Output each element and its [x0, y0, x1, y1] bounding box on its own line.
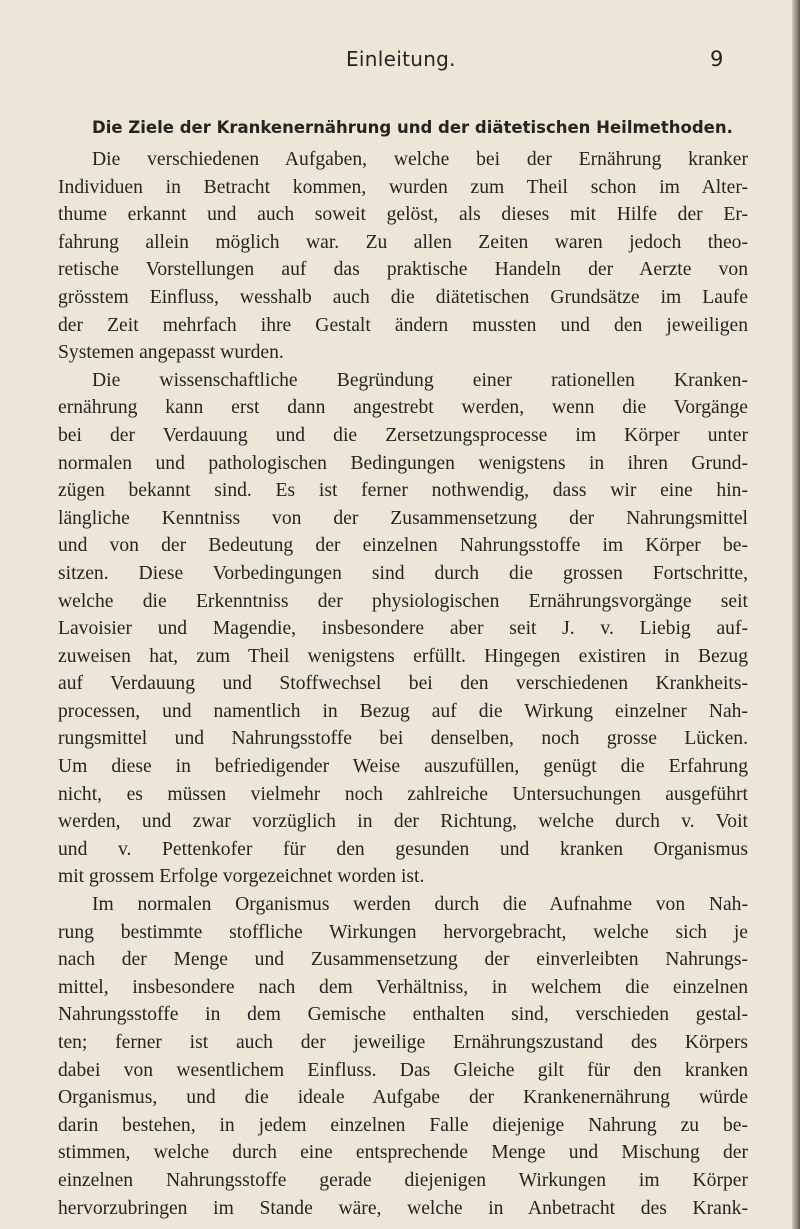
text-line: Im normalen Organismus werden durch die Aufnahme von Nah- — [92, 894, 748, 916]
text-line: ten; ferner ist auch der jeweilige Ernährungszustand des Körpers — [58, 1032, 748, 1053]
text-line: stimmen, welche durch eine entsprechende Menge und Mischung der — [58, 1142, 748, 1164]
text-line: Systemen angepasst wurden. — [58, 342, 284, 364]
text-line: fahrung allein möglich war. Zu allen Zeiten waren jedoch theo- — [58, 231, 748, 253]
text-line: nach der Menge und Zusammensetzung der einverleibten Nahrungs- — [58, 949, 748, 971]
text-line: Nahrungsstoffe in dem Gemische enthalten sind, verschieden gestal- — [58, 1004, 748, 1026]
text-line: längliche Kenntniss von der Zusammensetzung der Nahrungsmittel — [58, 507, 748, 529]
text-line: darin bestehen, in jedem einzelnen Falle diejenige Nahrung zu be- — [58, 1114, 748, 1136]
page-edge-shadow — [792, 0, 800, 1229]
text-line: auf Verdauung und Stoffwechsel bei den verschiedenen Krankheits- — [58, 673, 748, 695]
text-line: werden, und zwar vorzüglich in der Richtung, welche durch v. Voit — [58, 811, 748, 833]
text-line: Organismus, und die ideale Aufgabe der Krankenernährung würde — [58, 1087, 748, 1109]
text-line: Die verschiedenen Aufgaben, welche bei der Ernährung kranker — [92, 149, 748, 170]
text-line: welche die Erkenntniss der physiologischen Ernährungsvorgänge seit — [58, 590, 748, 612]
text-line: zuweisen hat, zum Theil wenigstens erfüllt. Hingegen existiren in Bezug — [58, 645, 748, 667]
text-line: thume erkannt und auch soweit gelöst, als dieses mit Hilfe der Er- — [58, 204, 748, 226]
text-line: und von der Bedeutung der einzelnen Nahrungsstoffe im Körper be- — [58, 535, 748, 557]
page-header — [0, 47, 800, 77]
text-line: mittel, insbesondere nach dem Verhältniss, in welchem die einzelnen — [58, 976, 748, 998]
text-line: grösstem Einfluss, wesshalb auch die diätetischen Grundsätze im Laufe — [58, 286, 748, 308]
body-text — [58, 146, 748, 1222]
text-line: hervorzubringen im Stande wäre, welche in Anbetracht des Krank- — [58, 1197, 748, 1219]
text-line: zügen bekannt sind. Es ist ferner nothwendig, dass wir eine hin- — [58, 480, 748, 502]
text-line: nicht, es müssen vielmehr noch zahlreiche Untersuchungen ausgeführt — [58, 783, 748, 805]
text-line: rungsmittel und Nahrungsstoffe bei denselben, noch grosse Lücken. — [58, 728, 748, 750]
text-line: Die wissenschaftliche Begründung einer rationellen Kranken- — [92, 369, 748, 391]
text-line: der Zeit mehrfach ihre Gestalt ändern mussten und den jeweiligen — [58, 314, 748, 336]
text-line: einzelnen Nahrungsstoffe gerade diejenigen Wirkungen im Körper — [58, 1169, 748, 1191]
text-line: ernährung kann erst dann angestrebt werden, wenn die Vorgänge — [58, 397, 748, 419]
text-line: sitzen. Diese Vorbedingungen sind durch die grossen Fortschritte, — [58, 562, 748, 584]
text-line: mit grossem Erfolge vorgezeichnet worden ist. — [58, 866, 425, 888]
text-line: dabei von wesentlichem Einfluss. Das Gleiche gilt für den kranken — [58, 1059, 748, 1081]
text-line: Individuen in Betracht kommen, wurden zum Theil schon im Alter- — [58, 176, 748, 198]
text-line: processen, und namentlich in Bezug auf die Wirkung einzelner Nah- — [58, 700, 748, 722]
text-line: retische Vorstellungen auf das praktische Handeln der Aerzte von — [58, 259, 748, 281]
text-line: normalen und pathologischen Bedingungen wenigstens in ihren Grund- — [58, 452, 748, 474]
text-line: Lavoisier und Magendie, insbesondere aber seit J. v. Liebig auf- — [58, 618, 748, 640]
running-title: Einleitung. — [346, 47, 456, 71]
text-line: Um diese in befriedigender Weise auszufüllen, genügt die Erfahrung — [58, 756, 748, 778]
text-line: und v. Pettenkofer für den gesunden und kranken Organismus — [58, 838, 748, 860]
text-line: bei der Verdauung und die Zersetzungsprocesse im Körper unter — [58, 424, 748, 446]
page-number: 9 — [710, 47, 724, 71]
section-heading: Die Ziele der Krankenernährung und der diätetischen Heilmethoden. — [92, 118, 733, 137]
text-line: rung bestimmte stoffliche Wirkungen hervorgebracht, welche sich je — [58, 921, 748, 943]
